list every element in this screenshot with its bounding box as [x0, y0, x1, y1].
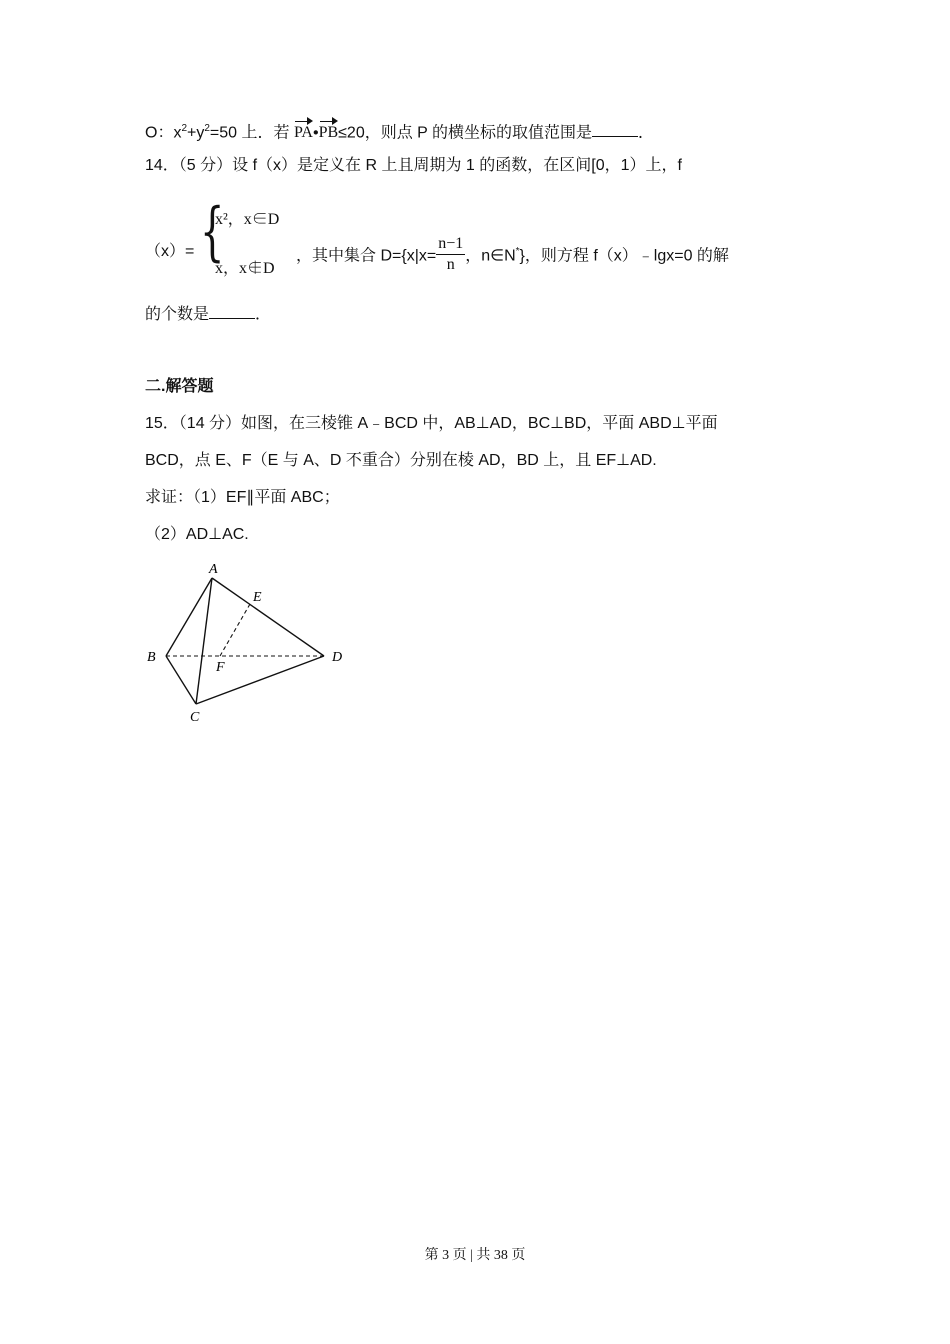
q14-n-text: ，n∈N: [465, 247, 516, 265]
q14-end: ．: [255, 306, 272, 323]
vector-pa: PA: [294, 120, 313, 144]
section-heading: 二.解答题: [145, 378, 214, 395]
vertex-label-b: B: [147, 650, 156, 665]
q13-end: ．: [638, 124, 655, 142]
q14-line-3: [145, 304, 271, 326]
q13-text-pre: O：x: [145, 124, 182, 142]
fraction-numerator: n−1: [436, 234, 465, 255]
q14-star: *: [515, 246, 520, 257]
q15-line-4: （2）AD⊥AC.: [145, 526, 249, 543]
q15-line-2: BCD，点 E、F（E 与 A、D 不重合）分别在棱 AD，BD 上，且 EF⊥AD.: [145, 452, 657, 469]
q14-line-2-rest: [296, 229, 729, 279]
case-1: x²，x∈D: [215, 211, 280, 228]
q15-line-1: 15．（14 分）如图，在三棱锥 A﹣BCD 中，AB⊥AD，BC⊥BD，平面 ABD⊥平面: [145, 415, 718, 432]
vertex-label-c: C: [190, 710, 200, 725]
dot-product-symbol: •: [312, 124, 319, 142]
vertex-label-d: D: [332, 650, 343, 665]
edge-ad: [212, 578, 324, 656]
q13-sup2: 2: [204, 123, 210, 134]
tetrahedron-figure: [140, 558, 360, 728]
fraction: [436, 234, 465, 275]
q13-text-tail: ≤20，则点 P 的横坐标的取值范围是: [338, 124, 592, 142]
q15-line-3: 求证：（1）EF∥平面 ABC；: [145, 489, 340, 506]
page-footer: 第 3 页 | 共 38 页: [424, 1248, 526, 1263]
segment-ef-dashed: [220, 604, 250, 656]
edge-bc: [166, 656, 196, 704]
point-label-f: F: [216, 660, 225, 675]
vertex-label-a: A: [209, 562, 218, 577]
q13-tail-line: [145, 118, 654, 144]
point-label-e: E: [253, 590, 262, 605]
q13-text-mid: +y: [187, 124, 205, 142]
edge-ac: [196, 578, 212, 704]
vector-pb: PB: [319, 120, 339, 144]
answer-blank-2: [209, 304, 255, 319]
q14-count-text: 的个数是: [145, 306, 210, 323]
case-2: x，x∉D: [215, 260, 275, 277]
q13-sup1: 2: [181, 123, 188, 134]
piecewise-function: [200, 195, 300, 282]
q14-equation-text: }，则方程 f（x）﹣lgx=0 的解: [519, 247, 729, 265]
q14-line-1: 14．（5 分）设 f（x）是定义在 R 上且周期为 1 的函数，在区间[0，1）上，f: [145, 157, 682, 174]
q14-prefix: （x）=: [145, 243, 195, 260]
answer-blank: [592, 122, 638, 137]
left-brace: {: [200, 195, 225, 269]
edge-ab: [166, 578, 212, 656]
q13-text-post: =50 上．若: [209, 124, 290, 142]
fraction-denominator: n: [446, 255, 455, 273]
q14-set-text: ，其中集合 D={x|x=: [296, 247, 437, 265]
